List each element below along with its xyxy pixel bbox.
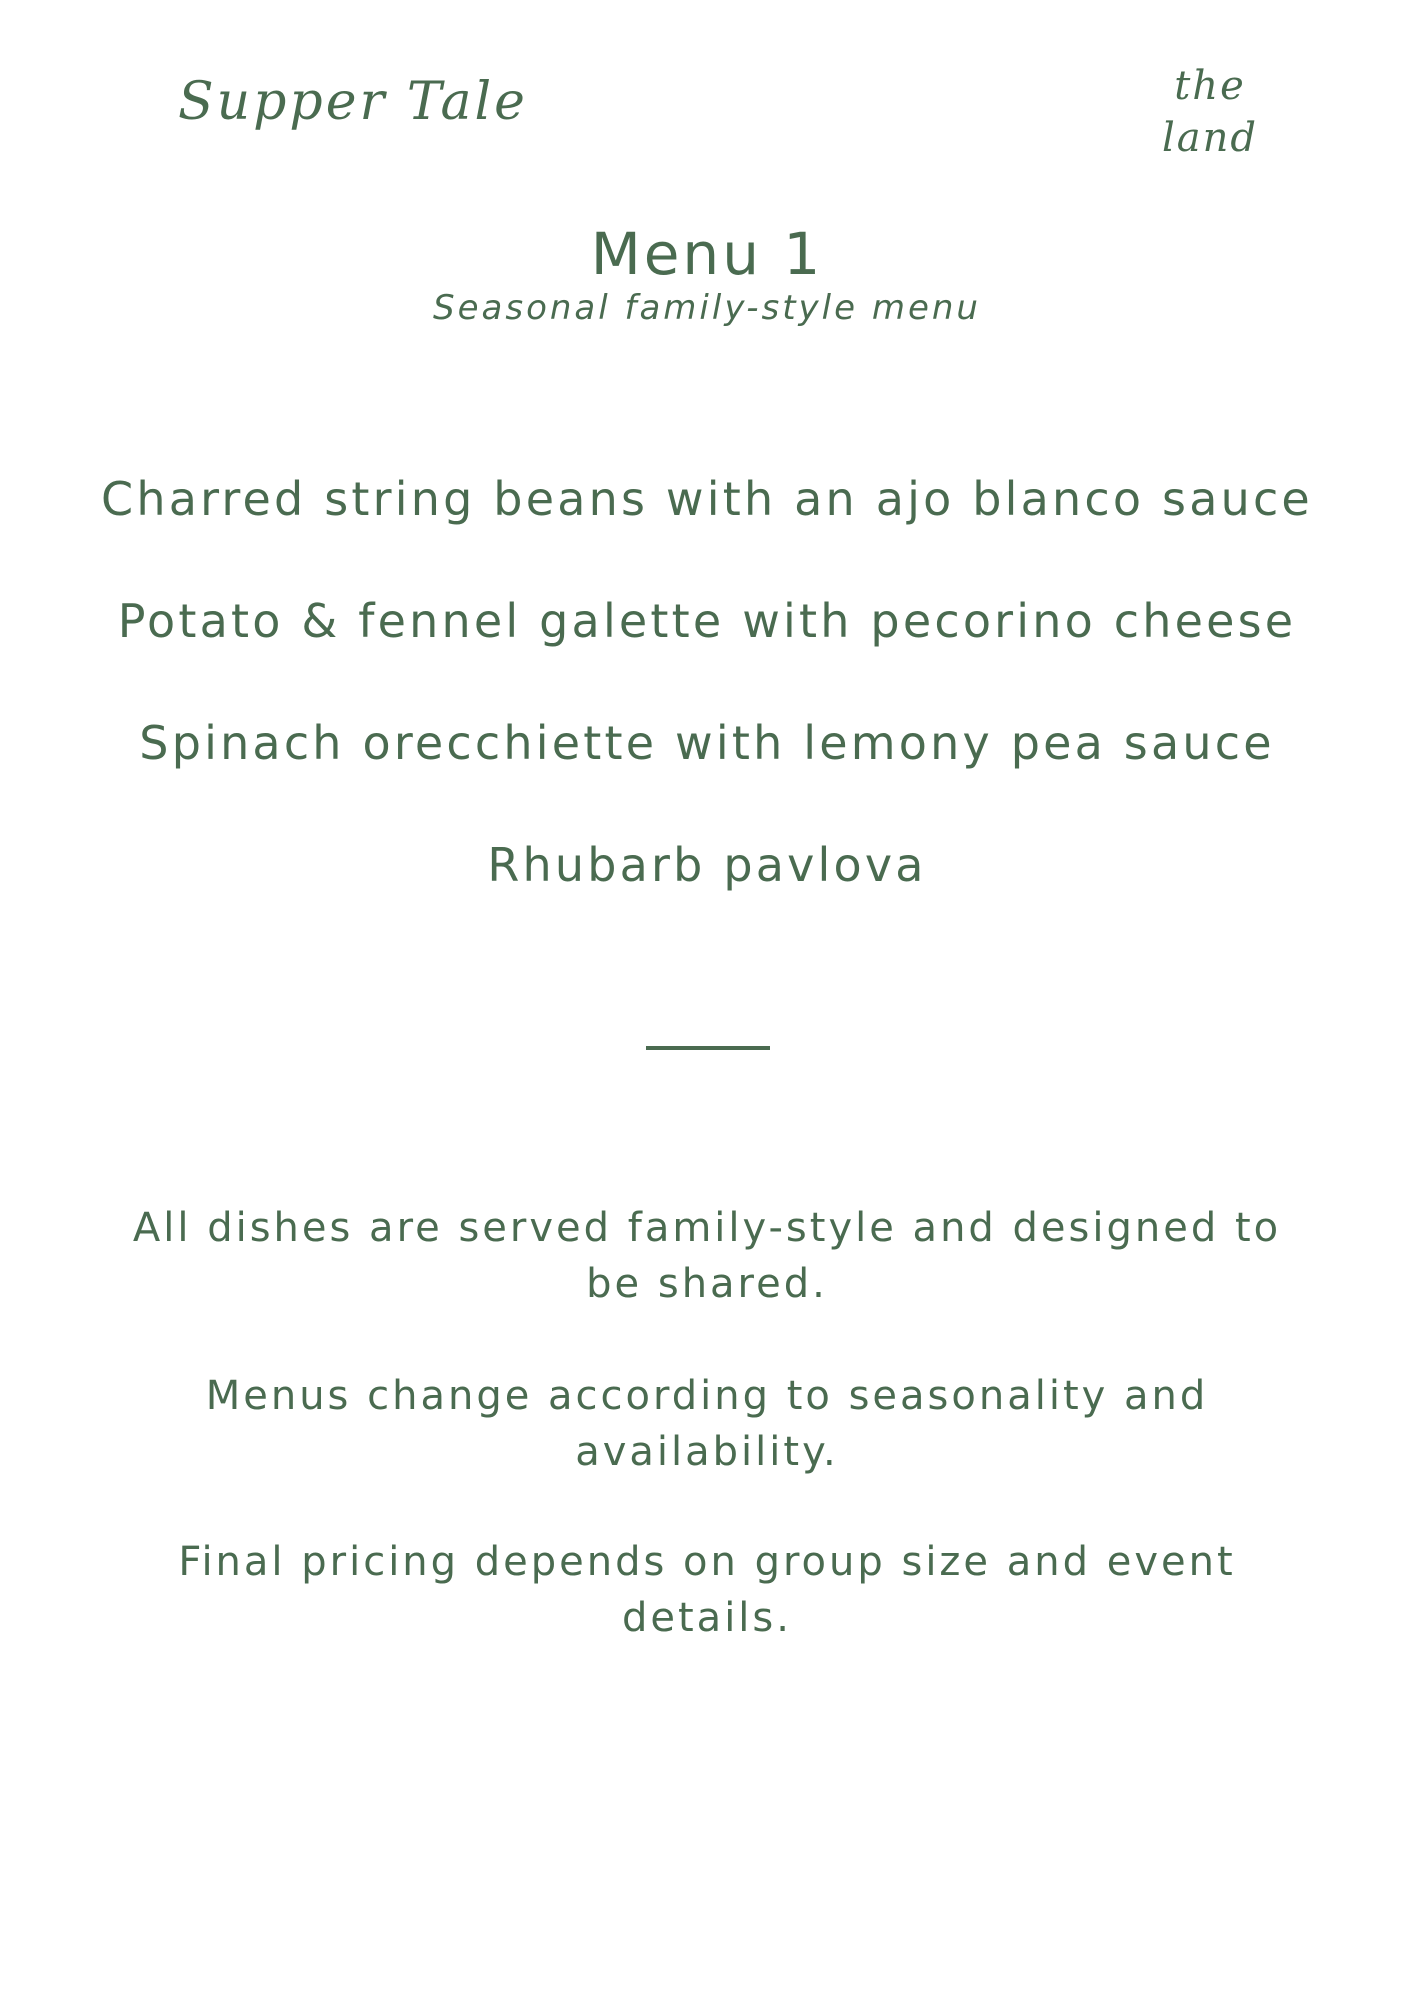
brand-name: Supper Tale <box>178 72 528 132</box>
note-text: All dishes are served family-style and designed to be shared. <box>132 1205 1282 1307</box>
brand-tag-line-1: the <box>1174 63 1246 109</box>
note-text: Menus change according to seasonality and availability. <box>205 1373 1209 1475</box>
dish-item: Rhubarb pavlova <box>487 838 927 892</box>
note-text: Final pricing depends on group size and event details. <box>178 1539 1236 1641</box>
menu-title: Menu 1 <box>590 220 824 288</box>
brand-tag-line-2: land <box>1161 115 1258 161</box>
section-divider <box>646 1046 770 1050</box>
menu-subtitle: Seasonal family-style menu <box>433 288 981 328</box>
dish-item: Charred string beans with an ajo blanco sauce <box>101 472 1313 526</box>
dish-item: Spinach orecchiette with lemony pea sauce <box>139 716 1275 770</box>
dish-item: Potato & fennel galette with pecorino cheese <box>117 594 1297 648</box>
brand-tag <box>1140 60 1280 164</box>
